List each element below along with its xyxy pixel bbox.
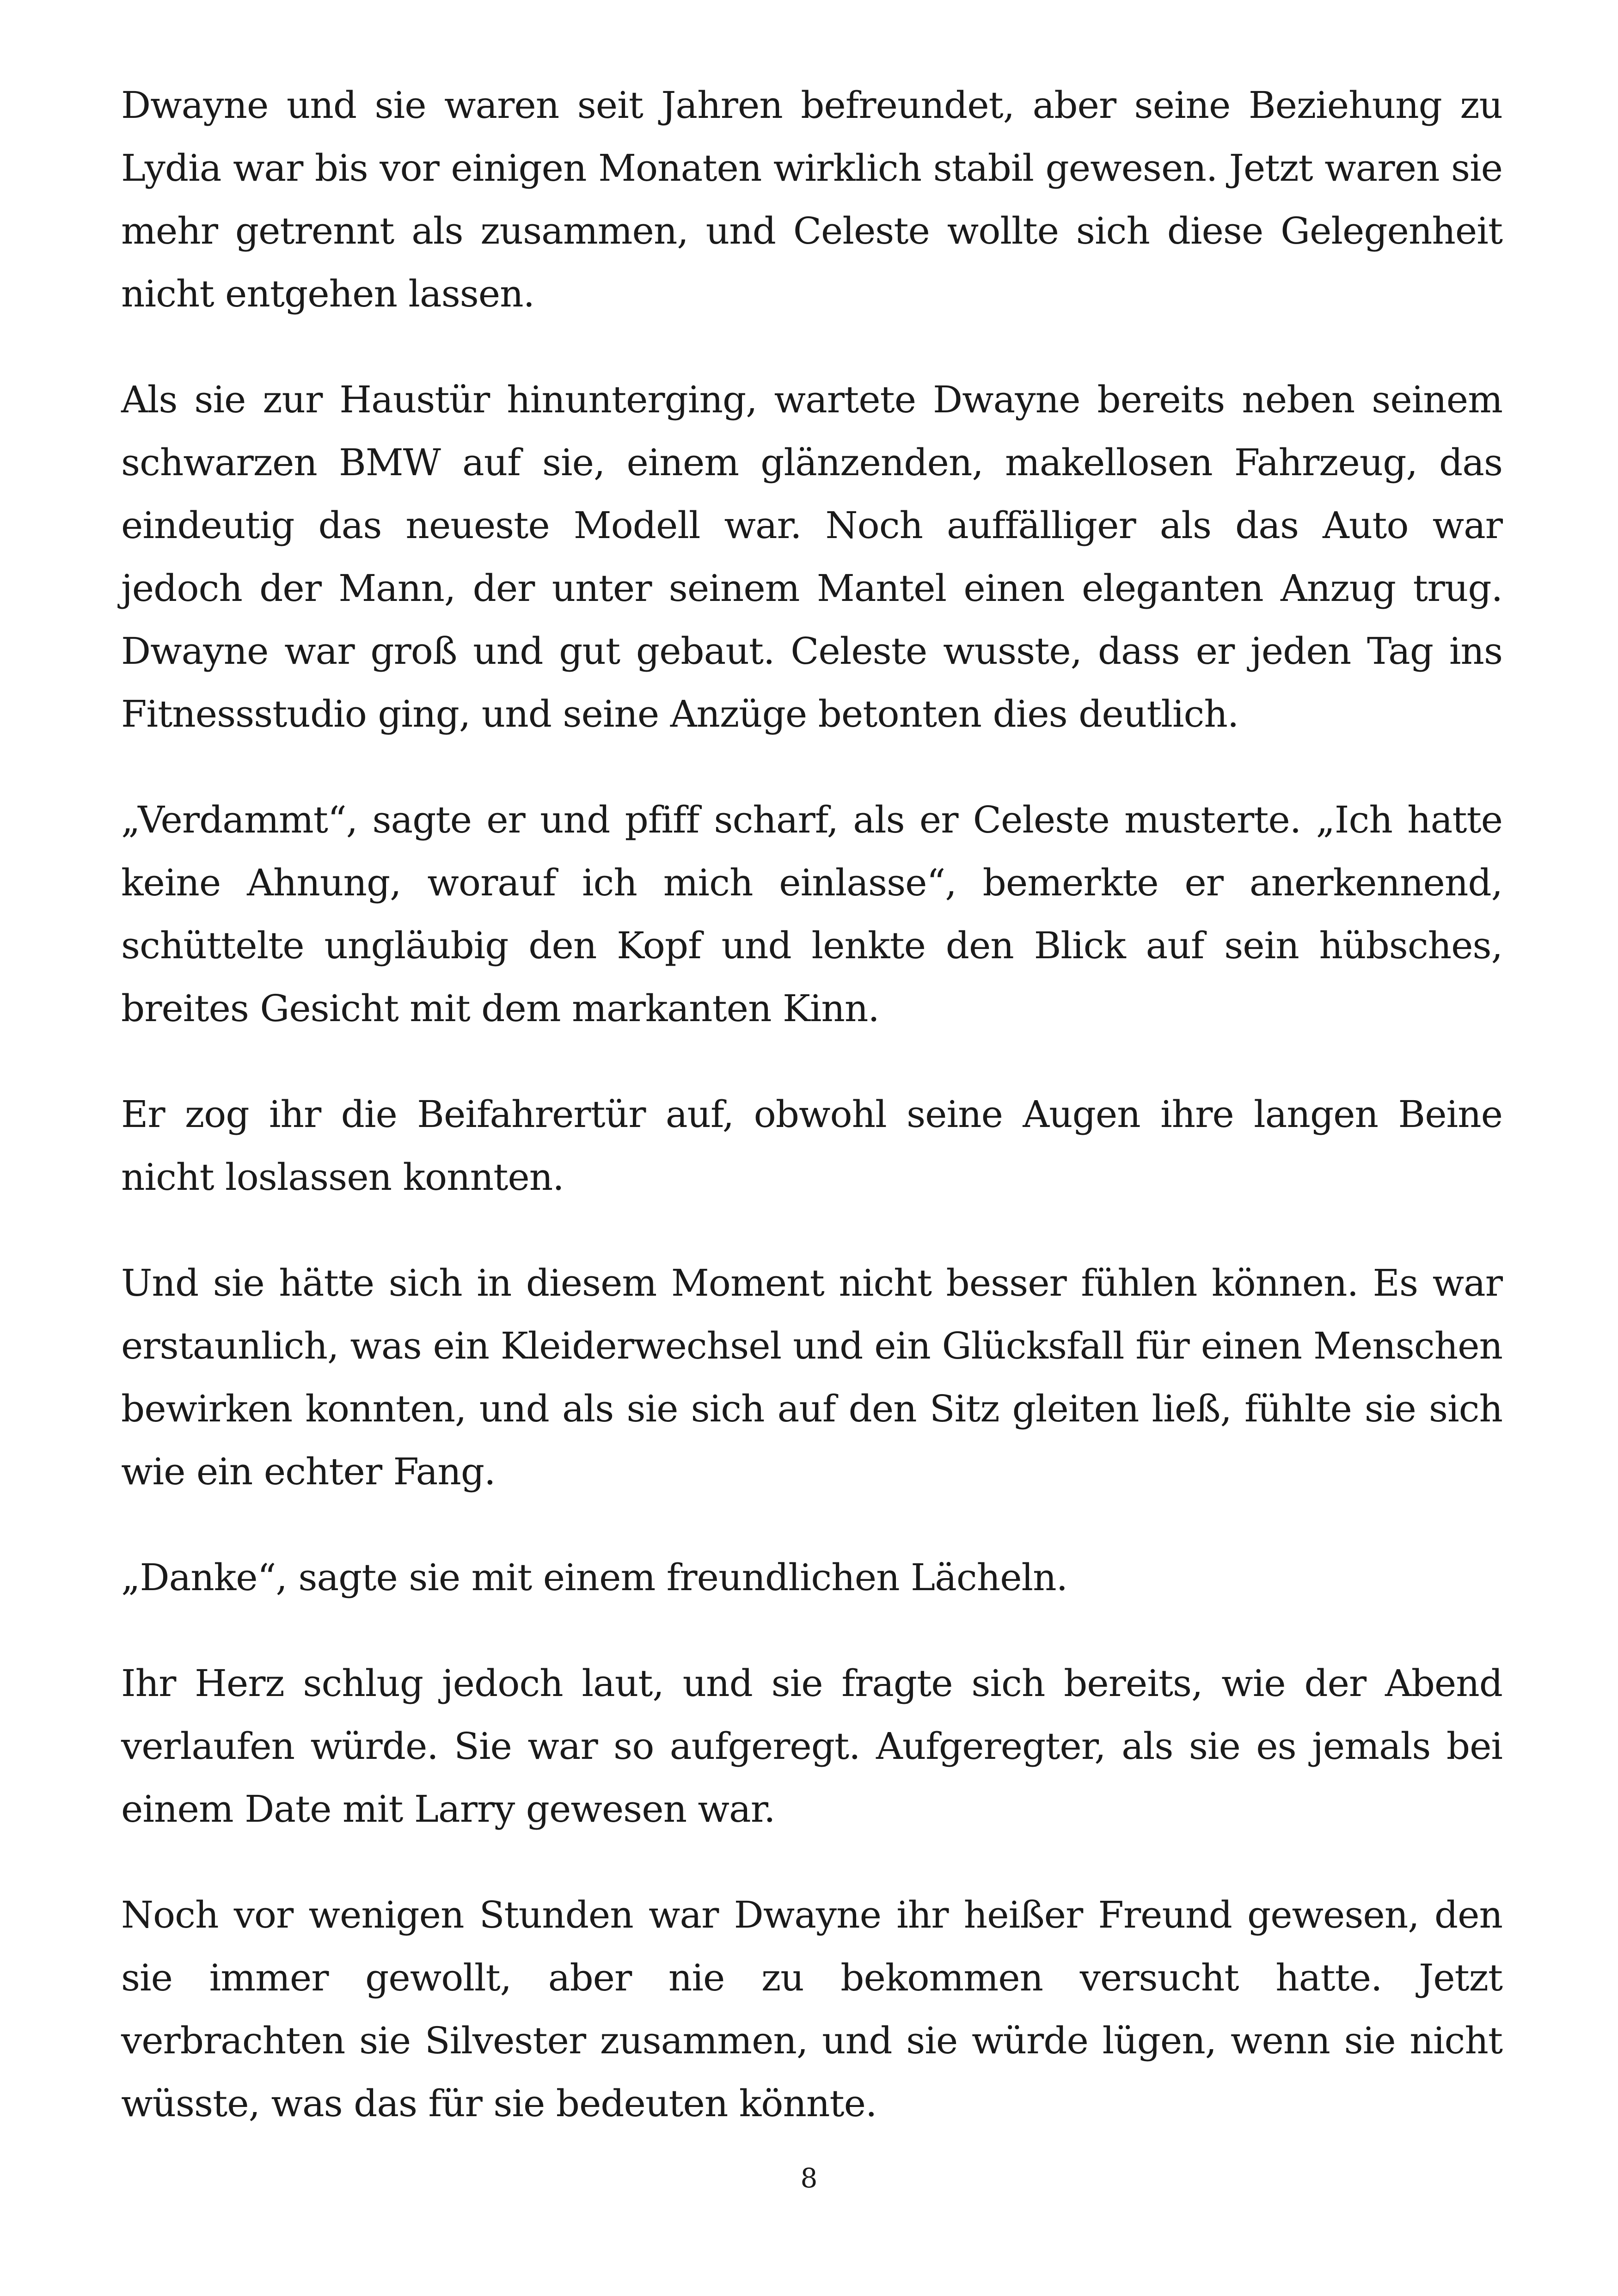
paragraph-4: Er zog ihr die Beifahrertür auf, obwohl seine Augen ihre langen Beine nicht loslassen konnten. [121, 1093, 1502, 1199]
paragraph-6: „Danke“, sagte sie mit einem freundlichen Lächeln. [121, 1556, 1068, 1599]
paragraph-1: Dwayne und sie waren seit Jahren befreundet, aber seine Beziehung zu Lydia war bis vor einigen Monaten wirklich stabil gewesen. Jetzt waren sie mehr getrennt als zusammen, und Celeste wollte sich diese Gelegenheit nicht entgehen lassen. [121, 84, 1502, 315]
paragraph-5: Und sie hätte sich in diesem Moment nicht besser fühlen können. Es war erstaunlich, was ein Kleiderwechsel und ein Glücksfall für einen Menschen bewirken konnten, und als sie sich auf den Sitz gleiten ließ, fühlte sie sich wie ein echter Fang. [121, 1261, 1502, 1493]
page-number: 8 [800, 2162, 818, 2194]
body-text [121, 74, 1502, 2135]
paragraph-7: Ihr Herz schlug jedoch laut, und sie fragte sich bereits, wie der Abend verlaufen würde. Sie war so aufgeregt. Aufgeregter, als sie es jemals bei einem Date mit Larry gewesen war. [121, 1662, 1502, 1831]
paragraph-2: Als sie zur Haustür hinunterging, wartete Dwayne bereits neben seinem schwarzen BMW auf sie, einem glänzenden, makellosen Fahrzeug, das eindeutig das neueste Modell war. Noch auffälliger als das Auto war jedoch der Mann, der unter seinem Mantel einen eleganten Anzug trug. Dwayne war groß und gut gebaut. Celeste wusste, dass er jeden Tag ins Fitnessstudio ging, und seine Anzüge betonten dies deutlich. [121, 378, 1502, 735]
paragraph-3: „Verdammt“, sagte er und pfiff scharf, als er Celeste musterte. „Ich hatte keine Ahnung, worauf ich mich einlasse“, bemerkte er anerkennend, schüttelte ungläubig den Kopf und lenkte den Blick auf sein hübsches, breites Gesicht mit dem markanten Kinn. [121, 798, 1502, 1030]
paragraph-8: Noch vor wenigen Stunden war Dwayne ihr heißer Freund gewesen, den sie immer gewollt, aber nie zu bekommen versucht hatte. Jetzt verbrachten sie Silvester zusammen, und sie würde lügen, wenn sie nicht wüsste, was das für sie bedeuten könnte. [121, 1893, 1502, 2125]
